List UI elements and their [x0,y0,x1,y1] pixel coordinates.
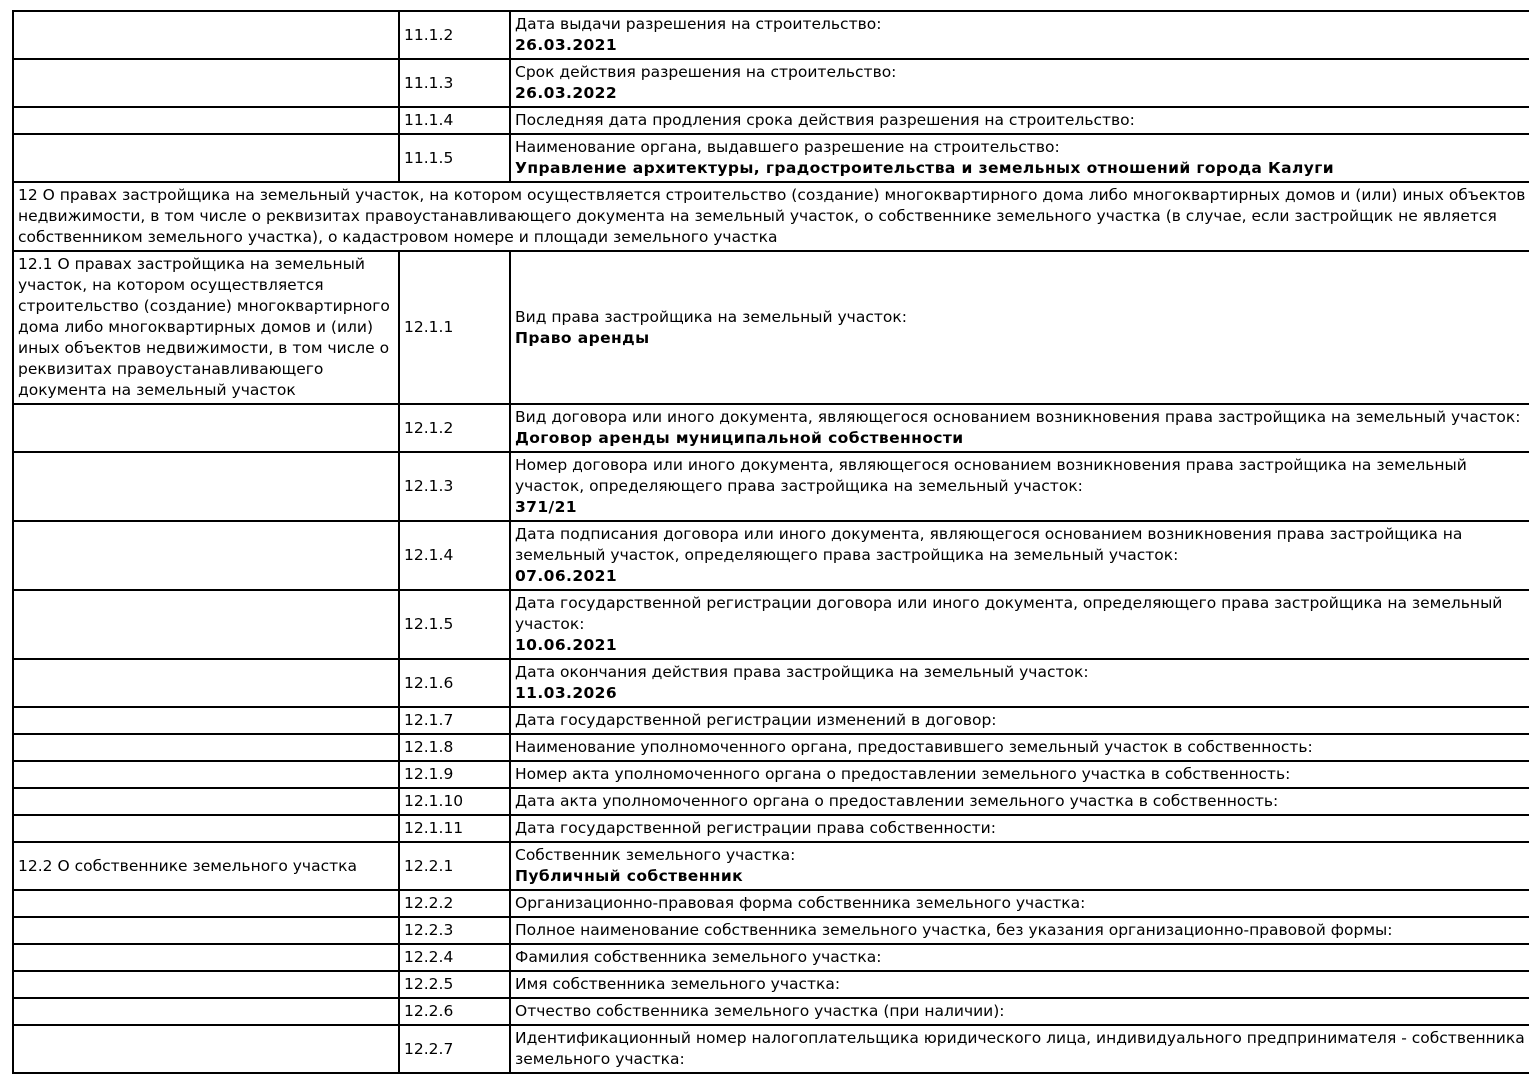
row-number-cell: 12.2.1 [399,842,510,890]
row-number-cell: 11.1.5 [399,134,510,182]
left-description-cell [13,971,399,998]
left-description-cell [13,815,399,842]
field-label: Имя собственника земельного участка: [515,975,841,993]
table-row [13,251,1529,404]
field-cell [510,707,1529,734]
declaration-table [12,10,1529,1074]
row-number-cell: 12.2.5 [399,971,510,998]
table-row [13,1025,1529,1073]
row-number-cell: 12.2.6 [399,998,510,1025]
table-row [13,107,1529,134]
field-value: Право аренды [515,328,650,347]
field-cell [510,11,1529,59]
field-cell [510,944,1529,971]
row-number-cell: 12.1.4 [399,521,510,590]
field-value: Управление архитектуры, градостроительства и земельных отношений города Калуги [515,159,1334,177]
section-header-text: 12 О правах застройщика на земельный участок, на котором осуществляется строительство (создание) многоквартирного дома либо многоквартирных домов и (или) иных объектов недвижимости, в том числе о реквизитах правоустанавливающего документа на земельный участок, о собственнике земельного участка (в случае, если застройщик не является собственником земельного участка), о кадастровом номере и площади земельного участка [13,182,1529,251]
left-description-cell [13,521,399,590]
table-row [13,452,1529,521]
field-cell [510,761,1529,788]
table-row [13,11,1529,59]
row-number-cell: 12.2.2 [399,890,510,917]
table-row [13,788,1529,815]
left-description-cell [13,590,399,659]
field-cell [510,998,1529,1025]
row-number-cell: 12.1.10 [399,788,510,815]
field-label: Дата акта уполномоченного органа о предоставлении земельного участка в собственность: [515,792,1279,810]
table-row [13,971,1529,998]
declaration-table-body [13,11,1529,1073]
field-cell [510,890,1529,917]
left-description-cell [13,11,399,59]
table-row [13,404,1529,452]
field-value: 10.06.2021 [515,636,618,654]
table-row [13,917,1529,944]
field-label: Фамилия собственника земельного участка: [515,948,882,966]
table-row [13,761,1529,788]
field-cell [510,59,1529,107]
field-label: Наименование уполномоченного органа, предоставившего земельный участок в собственность: [515,738,1313,756]
table-row [13,815,1529,842]
field-label: Дата государственной регистрации договора или иного документа, определяющего права застройщика на земельный участок: [515,594,1503,633]
field-label: Номер акта уполномоченного органа о предоставлении земельного участка в собственность: [515,765,1291,783]
row-number-cell: 11.1.4 [399,107,510,134]
left-description-cell [13,659,399,707]
field-label: Последняя дата продления срока действия разрешения на строительство: [515,111,1135,129]
field-cell [510,971,1529,998]
table-row [13,521,1529,590]
row-number-cell: 12.1.9 [399,761,510,788]
left-description-cell [13,404,399,452]
field-label: Полное наименование собственника земельного участка, без указания организационно-правовой формы: [515,921,1393,939]
table-row [13,134,1529,182]
field-label: Срок действия разрешения на строительство: [515,63,897,81]
table-row [13,659,1529,707]
field-label: Собственник земельного участка: [515,846,796,864]
field-label: Дата государственной регистрации изменений в договор: [515,711,997,729]
field-cell [510,842,1529,890]
field-value: 26.03.2022 [515,84,618,102]
row-number-cell: 12.1.11 [399,815,510,842]
left-description-cell [13,107,399,134]
left-description-cell [13,998,399,1025]
table-row [13,998,1529,1025]
left-description-cell [13,761,399,788]
field-cell [510,788,1529,815]
field-value: 371/21 [515,498,577,516]
field-cell [510,251,1529,404]
row-number-cell: 11.1.3 [399,59,510,107]
left-description-cell [13,59,399,107]
field-cell [510,1025,1529,1073]
field-cell [510,404,1529,452]
field-label: Дата выдачи разрешения на строительство: [515,15,882,33]
field-cell [510,815,1529,842]
field-label: Организационно-правовая форма собственника земельного участка: [515,894,1086,912]
field-value: 07.06.2021 [515,567,618,585]
table-row [13,734,1529,761]
field-label: Вид договора или иного документа, являющегося основанием возникновения права застройщика на земельный участок: [515,408,1521,426]
left-description-cell: 12.1 О правах застройщика на земельный участок, на котором осуществляется строительство (создание) многоквартирного дома либо многоквартирных домов и (или) иных объектов недвижимости, в том числе о реквизитах правоустанавливающего документа на земельный участок [13,251,399,404]
table-row [13,890,1529,917]
field-cell [510,590,1529,659]
field-label: Дата окончания действия права застройщика на земельный участок: [515,663,1089,681]
field-label: Дата государственной регистрации права собственности: [515,819,996,837]
field-label: Номер договора или иного документа, являющегося основанием возникновения права застройщика на земельный участок, определяющего права застройщика на земельный участок: [515,456,1467,495]
left-description-cell [13,1025,399,1073]
field-cell [510,734,1529,761]
left-description-cell [13,890,399,917]
left-description-cell [13,707,399,734]
table-row [13,707,1529,734]
left-description-cell [13,452,399,521]
field-label: Наименование органа, выдавшего разрешение на строительство: [515,138,1060,156]
field-cell [510,452,1529,521]
table-row [13,590,1529,659]
field-label: Идентификационный номер налогоплательщика юридического лица, индивидуального предпринимателя - собственника земельного участка: [515,1029,1525,1068]
left-description-cell [13,134,399,182]
field-label: Вид права застройщика на земельный участок: [515,307,907,326]
field-cell [510,917,1529,944]
left-description-cell [13,917,399,944]
row-number-cell: 12.1.2 [399,404,510,452]
field-cell [510,107,1529,134]
table-row [13,842,1529,890]
field-label: Отчество собственника земельного участка (при наличии): [515,1002,1005,1020]
field-label: Дата подписания договора или иного документа, являющегося основанием возникновения права застройщика на земельный участок, определяющего права застройщика на земельный участок: [515,525,1463,564]
row-number-cell: 12.1.5 [399,590,510,659]
row-number-cell: 12.2.4 [399,944,510,971]
row-number-cell: 12.1.8 [399,734,510,761]
left-description-cell [13,944,399,971]
field-cell [510,134,1529,182]
field-value: 26.03.2021 [515,36,618,54]
table-row [13,59,1529,107]
left-description-cell: 12.2 О собственнике земельного участка [13,842,399,890]
row-number-cell: 12.2.3 [399,917,510,944]
field-value: Договор аренды муниципальной собственности [515,429,964,447]
field-cell [510,659,1529,707]
row-number-cell: 12.1.3 [399,452,510,521]
section-header-row [13,182,1529,251]
row-number-cell: 12.1.6 [399,659,510,707]
left-description-cell [13,788,399,815]
row-number-cell: 12.1.1 [399,251,510,404]
row-number-cell: 12.2.7 [399,1025,510,1073]
row-number-cell: 12.1.7 [399,707,510,734]
left-description-cell [13,734,399,761]
field-value: 11.03.2026 [515,684,618,702]
field-value: Публичный собственник [515,867,744,885]
field-cell [510,521,1529,590]
table-row [13,944,1529,971]
row-number-cell: 11.1.2 [399,11,510,59]
